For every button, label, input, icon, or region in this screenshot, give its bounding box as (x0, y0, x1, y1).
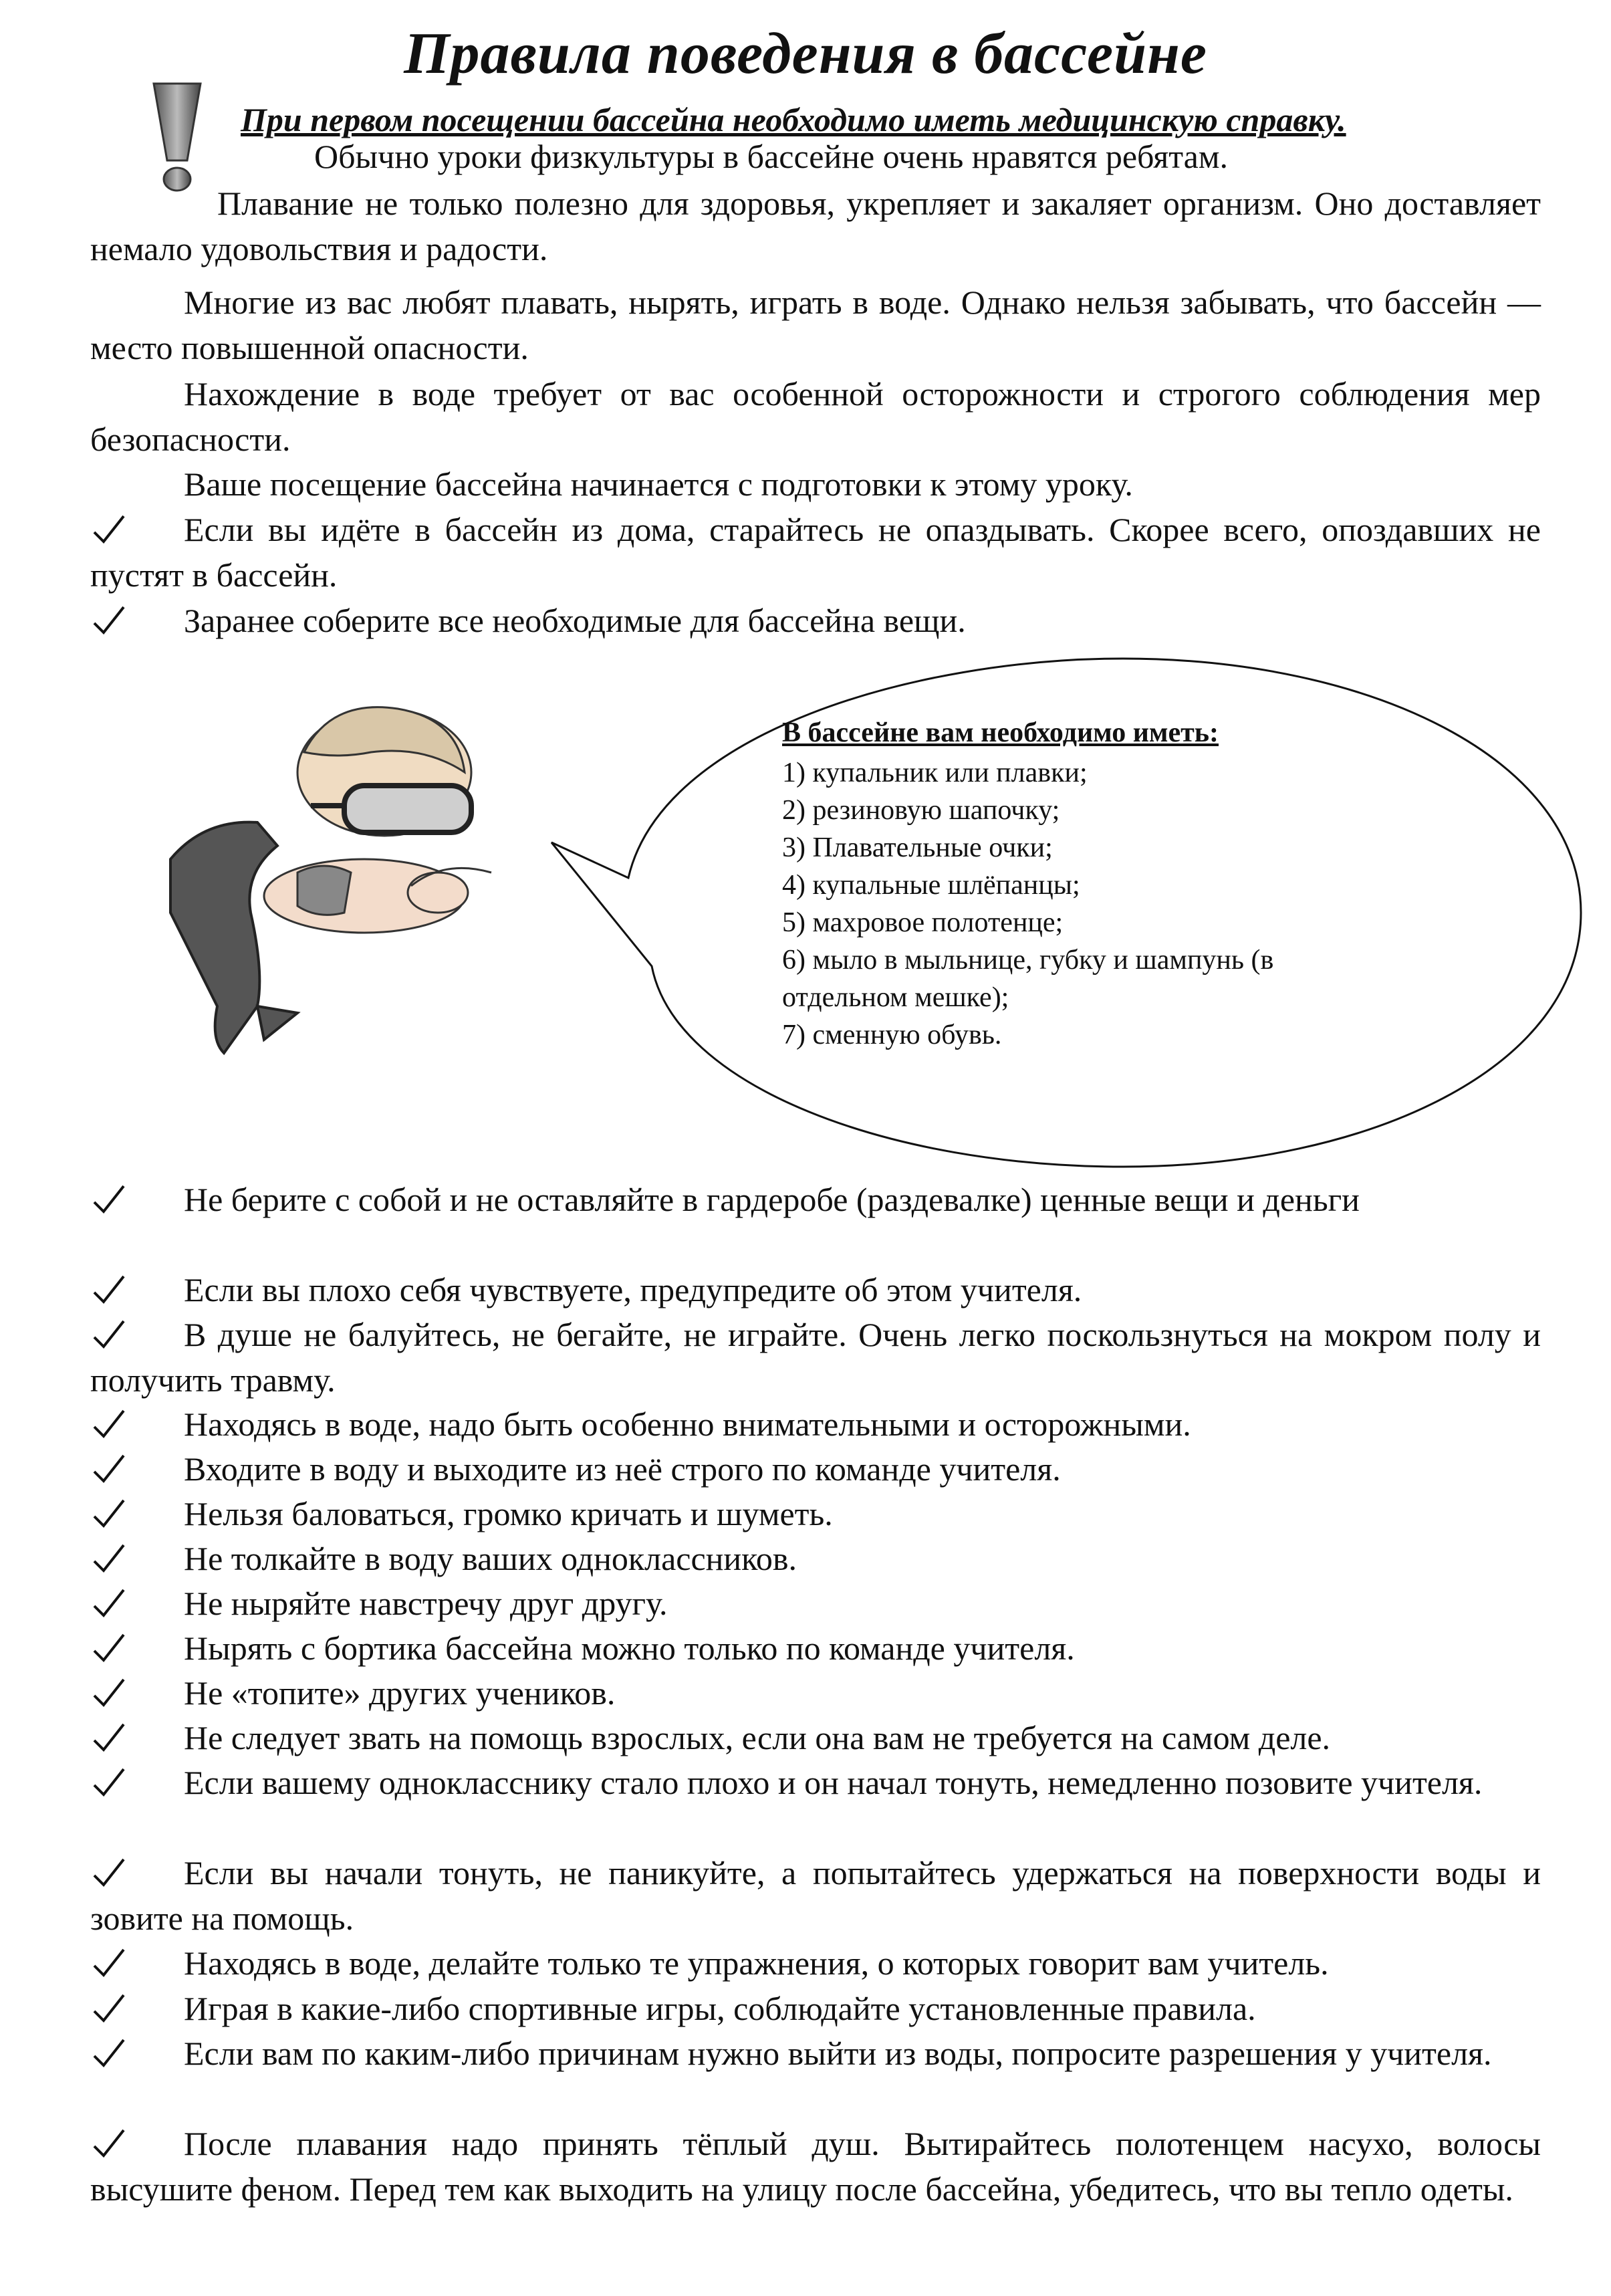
rule-item (90, 1940, 1541, 1986)
rule-text: Находясь в воде, надо быть особенно внимательными и осторожными. (184, 1405, 1191, 1443)
intro-paragraph-1: Обычно уроки физкультуры в бассейне очень нравятся ребятам. (314, 138, 1228, 175)
rule-text: В душе не балуйтесь, не бегайте, не играйте. Очень легко поскользнуться на мокром полу и получить травму. (90, 1316, 1541, 1399)
rule-item (90, 1670, 1541, 1716)
rule-text: Если вы начали тонуть, не паникуйте, а попытайтесь удержаться на поверхности воды и зовите на помощь. (90, 1854, 1541, 1937)
rule-text: Если вы плохо себя чувствуете, предупредите об этом учителя. (184, 1271, 1082, 1308)
checkmark-icon (90, 1491, 130, 1536)
bubble-list-item: 3) Плавательные очки; (782, 832, 1053, 863)
rule-text: Если вашему однокласснику стало плохо и он начал тонуть, немедленно позовите учителя. (184, 1764, 1483, 1801)
rule-text: Не ныряйте навстречу друг другу. (184, 1585, 668, 1622)
checkmark-icon (90, 598, 130, 643)
checkmark-icon (90, 1625, 130, 1671)
bubble-title: В бассейне вам необходимо иметь: (782, 717, 1219, 748)
bubble-list-item: 1) купальник или плавки; (782, 758, 1088, 788)
rule-item (90, 1715, 1541, 1760)
swimmer-child-illustration (144, 692, 545, 1080)
rule-item (90, 1312, 1541, 1403)
rule-item (90, 1536, 1541, 1581)
rule-text: Нельзя баловаться, громко кричать и шуметь. (184, 1495, 833, 1532)
rule-item (90, 1267, 1541, 1312)
bubble-list-item: 2) резиновую шапочку; (782, 795, 1060, 826)
rule-text: Не «топите» других учеников. (184, 1674, 616, 1712)
checkmark-icon (90, 1401, 130, 1447)
checkmark-icon (90, 1670, 130, 1716)
checkmark-icon (90, 1177, 130, 1222)
rule-text: Если вы идёте в бассейн из дома, старайтесь не опаздывать. Скорее всего, опоздавших не пустят в бассейн. (90, 511, 1541, 594)
checkmark-icon (90, 1715, 130, 1760)
rule-item (90, 1177, 1541, 1222)
checkmark-icon (90, 1850, 130, 1896)
rule-text: Заранее соберите все необходимые для бассейна вещи. (184, 602, 966, 639)
checkmark-icon (90, 2031, 130, 2076)
rule-text: Играя в какие-либо спортивные игры, соблюдайте установленные правила. (184, 1990, 1256, 2027)
rule-item (90, 2121, 1541, 2212)
rule-text: Не толкайте в воду ваших одноклассников. (184, 1540, 797, 1577)
rule-text: Нырять с бортика бассейна можно только по команде учителя. (184, 1629, 1075, 1667)
rule-item (90, 1625, 1541, 1671)
checkmark-icon (90, 507, 130, 552)
exclamation-icon (140, 80, 214, 194)
page-title: Правила поведения в бассейне (404, 21, 1207, 86)
bubble-list-item: 6) мыло в мыльнице, губку и шампунь (в (782, 945, 1274, 975)
rule-text: Входите в воду и выходите из неё строго по команде учителя. (184, 1450, 1061, 1488)
rule-item (90, 507, 1541, 598)
checkmark-icon (90, 1267, 130, 1312)
rule-item (90, 1446, 1541, 1492)
intro-paragraph-3: Многие из вас любят плавать, нырять, играть в воде. Однако нельзя забывать, что бассейн — место повышенной опасности. (90, 283, 1541, 366)
rule-item (90, 1760, 1541, 1805)
rule-item (90, 1850, 1541, 1941)
rule-item (90, 598, 1541, 643)
rule-item (90, 1986, 1541, 2031)
rule-text: Не следует звать на помощь взрослых, если она вам не требуется на самом деле. (184, 1719, 1331, 1756)
rule-text: Находясь в воде, делайте только те упражнения, о которых говорит вам учитель. (184, 1944, 1329, 1982)
intro-paragraph-5: Ваше посещение бассейна начинается с подготовки к этому уроку. (184, 465, 1133, 503)
intro-paragraph-4: Нахождение в воде требует от вас особенной осторожности и строгого соблюдения мер безопасности. (90, 375, 1541, 458)
checkmark-icon (90, 1986, 130, 2031)
checkmark-icon (90, 1536, 130, 1581)
checkmark-icon (90, 1446, 130, 1492)
intro-paragraph-2: Плавание не только полезно для здоровья, укрепляет и закаляет организм. Оно доставляет немало удовольствия и радости. (90, 185, 1541, 267)
bubble-list-item: 5) махровое полотенце; (782, 907, 1064, 938)
checkmark-icon (90, 2121, 130, 2166)
subtitle-medical-note: При первом посещении бассейна необходимо иметь медицинскую справку. (241, 101, 1346, 138)
checkmark-icon (90, 1940, 130, 1986)
rule-text: Если вам по каким-либо причинам нужно выйти из воды, попросите разрешения у учителя. (184, 2035, 1492, 2072)
checkmark-icon (90, 1312, 130, 1357)
checkmark-icon (90, 1581, 130, 1626)
rule-text: Не берите с собой и не оставляйте в гардеробе (раздевалке) ценные вещи и деньги (184, 1181, 1360, 1218)
bubble-list-item: 4) купальные шлёпанцы; (782, 870, 1080, 901)
rule-item (90, 1581, 1541, 1626)
bubble-list-item: 7) сменную обувь. (782, 1020, 1002, 1050)
checkmark-icon (90, 1760, 130, 1805)
bubble-list-item: отдельном мешке); (782, 982, 1009, 1013)
rule-item (90, 1491, 1541, 1536)
rule-item (90, 1401, 1541, 1447)
rule-item (90, 2031, 1541, 2076)
rule-text: После плавания надо принять тёплый душ. Вытирайтесь полотенцем насухо, волосы высушите феном. Перед тем как выходить на улицу после бассейна, убедитесь, что вы тепло одеты. (90, 2125, 1541, 2208)
